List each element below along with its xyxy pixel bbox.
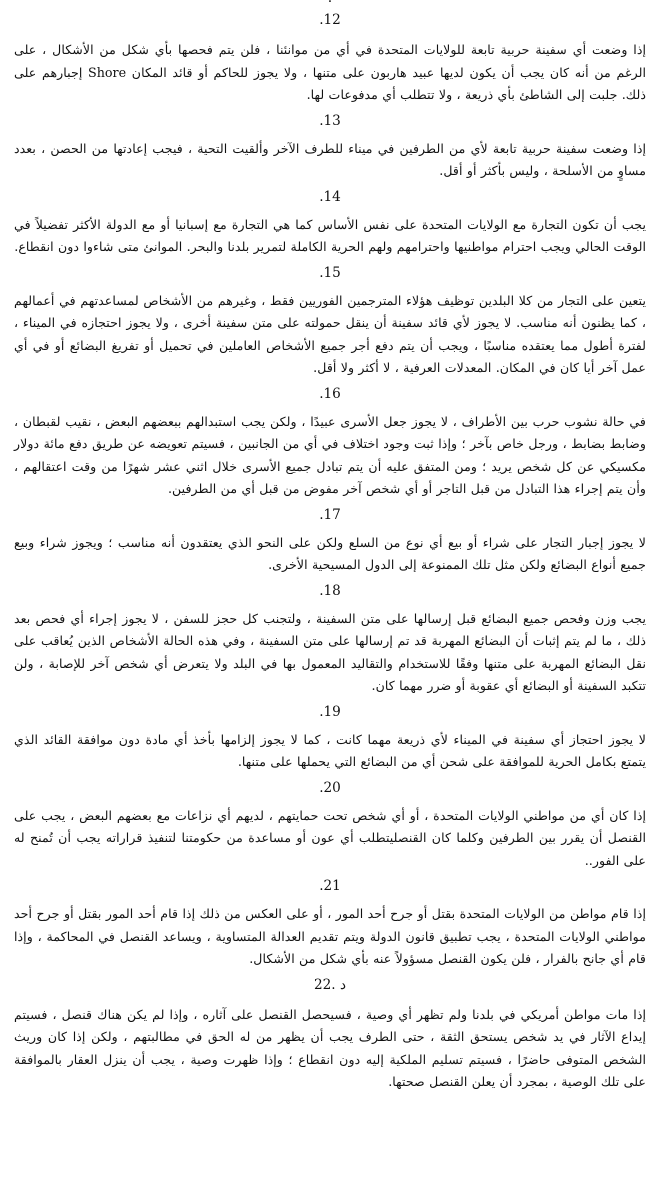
article-text: يجب وزن وفحص جميع البضائع قبل إرسالها على متن السفينة ، ولتجنب كل حجز للسفن ، لا يجوز إجراء أي فحص بعد ذلك ، ما لم يتم إثبات أن البضائع المهربة قد تم إرسالها على متن السفينة ، وفي هذه الحالة الأشخاص الذين يُعاقب على نقل البضائع المهربة على متنها وفقًا للاستخدام والتقاليد المعمول بها في البلد ولا يتعرض أي شخص آخر للإصابة ، ولن تتكبد السفينة أو البضائع أي عقوبة أو ضرر مهما كان. bbox=[14, 610, 646, 693]
article-14 bbox=[14, 186, 646, 259]
top-mark bbox=[14, 0, 646, 6]
article-text: إذا قام مواطن من الولايات المتحدة بقتل أو جرح أحد المور ، أو على العكس من ذلك إذا قام أحد المور بقتل أو جرح أحد مواطني الولايات المتحدة ، يجب تطبيق قانون الدولة ويتم تقديم العدالة المتساوية ، ويساعد القنصل في المحاكمة ، وإذا قام أي جانح بالفرار ، فلن يكون القنصل مسؤولاً عنه بأي شكل من الأشكال. bbox=[14, 906, 646, 966]
article-number: .18 bbox=[319, 582, 341, 599]
article-19 bbox=[14, 701, 646, 774]
article-number: .21 bbox=[319, 878, 341, 894]
article-20 bbox=[14, 777, 646, 873]
article-number: .15 bbox=[319, 264, 341, 281]
article-text: يجب أن تكون التجارة مع الولايات المتحدة على نفس الأساس كما هي التجارة مع إسبانيا أو مع الدولة الأكثر تفضيلاً في الوقت الحالي ويجب احترام مواطنيها واحترامهم ولهم الحرية الكاملة لتمرير بلدنا والبحر. الموانئ متى شاءوا دون انقطاع. bbox=[14, 216, 646, 254]
article-13 bbox=[14, 110, 646, 183]
article-16 bbox=[14, 383, 646, 501]
article-text: إذا وضعت أي سفينة حربية تابعة للولايات المتحدة في أي من موانئنا ، فلن يتم فحصها بأي شكل من الأشكال ، على الرغم من أنه كان يجب أن يكون لديها عبيد هاربون على متنها ، ولا يجوز للحاكم أو قائد المكان Shore إجبارهم على ذلك. جلبت إلى الشاطئ بأي ذريعة ، ولا تتطلب أي مدفوعات لها. bbox=[14, 42, 646, 102]
article-number: .19 bbox=[319, 703, 341, 720]
article-number: .20 bbox=[319, 779, 341, 796]
article-21 bbox=[14, 875, 646, 971]
article-text: لا يجوز إجبار التجار على شراء أو بيع أي نوع من السلع ولكن على النحو الذي يعتقدون أنه مناسب ؛ ويجوز شراء وبيع جميع أنواع البضائع ولكن مثل تلك الممنوعة إلى الدول المسيحية الأخرى. bbox=[14, 534, 646, 572]
article-number: .17 bbox=[319, 506, 341, 523]
article-15 bbox=[14, 262, 646, 380]
article-text: لا يجوز احتجاز أي سفينة في الميناء لأي ذريعة مهما كانت ، كما لا يجوز إلزامها بأخذ أي مادة دون موافقة القائد الذي يتمتع بكامل الحرية للموافقة على شحن أي من البضائع التي يحملها على متنها. bbox=[14, 731, 646, 769]
article-number: .16 bbox=[319, 385, 341, 402]
article-text: إذا مات مواطن أمريكي في بلدنا ولم تظهر أي وصية ، فسيحصل القنصل على آثاره ، وإذا لم يكن هناك قنصل ، فسيتم إيداع الآثار في يد شخص يستحق الثقة ، حتى الطرف يجب أن يظهر من له الحق في مطالبتهم ، ولكن إذا كان وريث الشخص المتوفى حاضرًا ، فسيتم تسليم الملكية إليه دون انقطاع ؛ وإذا ظهرت وصية ، يجب أن ينزل العقار بالموافقة على تلك الوصية ، بمجرد أن يعلن القنصل صحتها. bbox=[14, 1006, 646, 1089]
article-18 bbox=[14, 580, 646, 698]
article-number: د .22 bbox=[313, 976, 346, 993]
article-text: إذا كان أي من مواطني الولايات المتحدة ، أو أي شخص تحت حمايتهم ، لديهم أي نزاعات مع بعضهم البعض ، يجب على القنصل أن يقرر بين الطرفين وكلما كان القنصليتطلب أي عون أو مساعدة من حكومتنا لتنفيذ قراراته يجب أن تُمنح له على الفور.. bbox=[14, 807, 646, 868]
article-number: .13 bbox=[319, 112, 341, 129]
article-17 bbox=[14, 504, 646, 577]
article-22 bbox=[14, 974, 646, 1094]
article-text: إذا وضعت سفينة حربية تابعة لأي من الطرفين في ميناء للطرف الآخر وألقيت التحية ، فيجب إعادتها من الحصن ، بعدد مساوٍ من الأسلحة ، وليس بأكثر أو أقل. bbox=[14, 140, 646, 178]
article-text: في حالة نشوب حرب بين الأطراف ، لا يجوز جعل الأسرى عبيدًا ، ولكن يجب استبدالهم ببعضهم البعض ، نقيب لقبطان ، وضابط بضابط ، ورجل خاص بآخر ؛ وإذا ثبت وجود اختلاف في أي من الجانبين ، فسيتم تعويضه عن طريق دفع مائة دولار مكسيكي عن كل شخص يريد ؛ ومن المتفق عليه أن يتم تبادل جميع الأسرى خلال اثني عشر شهرًا من وقت اعتقالهم ، وأن يتم إجراء هذا التبادل من قبل التاجر أو أي شخص آخر مفوض من قبل أي من الطرفين. bbox=[14, 413, 646, 496]
article-number: .14 bbox=[319, 188, 341, 205]
article-text: يتعين على التجار من كلا البلدين توظيف هؤلاء المترجمين الفوريين فقط ، وغيرهم من الأشخاص لمساعدتهم في أعمالهم ، كما يظنون أنه مناسب. لا يجوز لأي قائد سفينة أن ينقل حمولته على متن سفينة أخرى ، ولا يجوز احتجازه في الميناء ، لفترة أطول مما يعتقده مناسبًا ، ويجب أن يتم دفع أجر جميع الأشخاص العاملين في تحميل أو تفريغ البضائع أو في أي عمل آخر أيا كان في المكان. المعدلات العرفية ، لا أكثر ولا أقل. bbox=[14, 292, 646, 375]
article-12 bbox=[14, 9, 646, 107]
article-number: .12 bbox=[319, 12, 341, 28]
